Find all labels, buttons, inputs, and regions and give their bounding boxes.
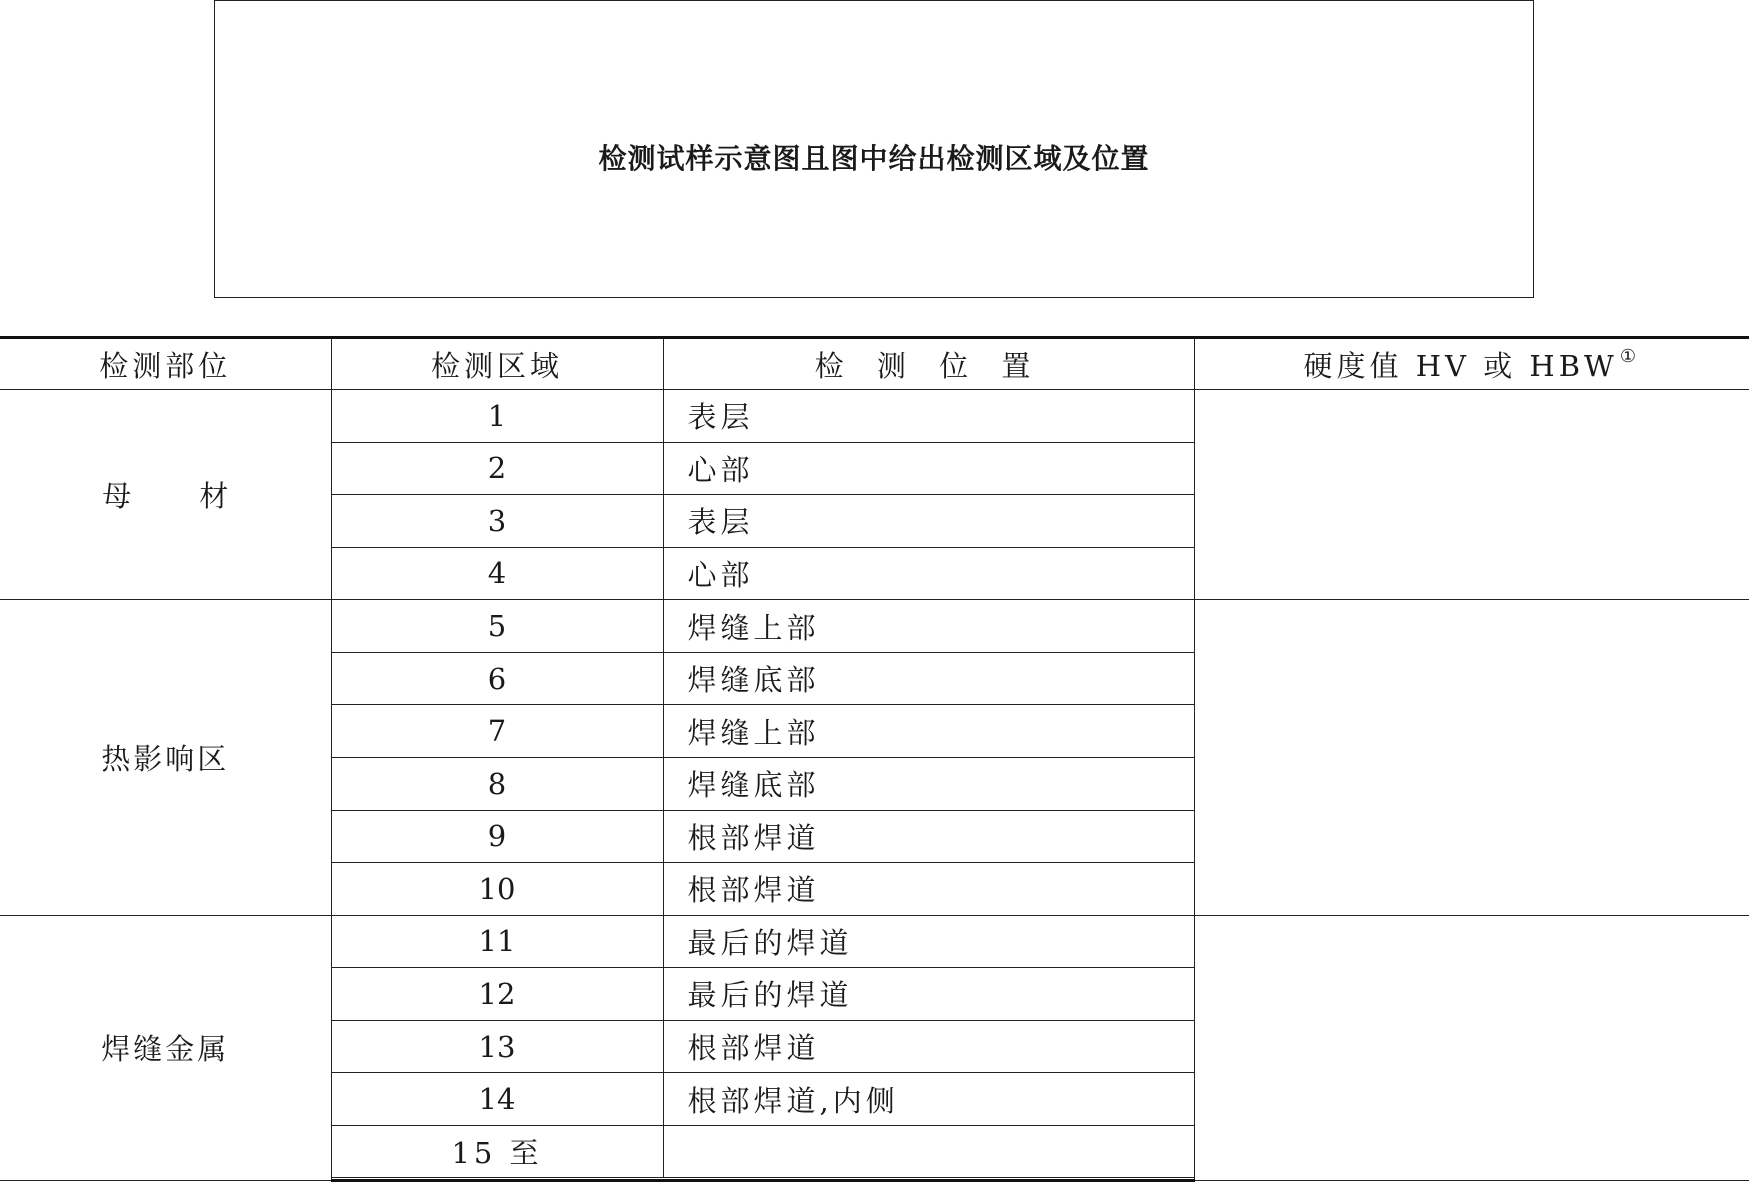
header-region: 检测区域: [331, 338, 663, 390]
position-cell: 焊缝上部: [663, 705, 1194, 758]
position-cell: 最后的焊道: [663, 915, 1194, 968]
region-cell: 3: [331, 495, 663, 548]
table-row: [0, 600, 1749, 653]
position-cell: 根部焊道: [663, 810, 1194, 863]
diagram-caption: 检测试样示意图且图中给出检测区域及位置: [598, 142, 1150, 175]
part-label-a: 母: [102, 479, 132, 514]
position-cell: 焊缝上部: [663, 600, 1194, 653]
region-cell: 14: [331, 1073, 663, 1126]
position-cell: 表层: [663, 495, 1194, 548]
position-cell: 最后的焊道: [663, 968, 1194, 1021]
region-cell: 7: [331, 705, 663, 758]
position-cell: 心部: [663, 547, 1194, 600]
region-cell: 6: [331, 652, 663, 705]
footnote-marker: ①: [1619, 345, 1640, 367]
table-row: [0, 390, 1749, 443]
region-cell: 9: [331, 810, 663, 863]
region-cell: 10: [331, 863, 663, 916]
position-cell: [663, 1125, 1194, 1178]
position-cell: 心部: [663, 442, 1194, 495]
position-cell: 焊缝底部: [663, 757, 1194, 810]
hardness-table: [0, 336, 1749, 1182]
hardness-value-cell[interactable]: [1194, 600, 1749, 915]
hardness-value-cell[interactable]: [1194, 915, 1749, 1180]
part-label-b: 材: [199, 479, 229, 514]
region-cell: 15 至: [331, 1125, 663, 1178]
header-position: 检 测 位 置: [663, 338, 1194, 390]
region-cell: 8: [331, 757, 663, 810]
specimen-diagram-box: [214, 0, 1534, 298]
region-cell: 1: [331, 390, 663, 443]
position-cell: 表层: [663, 390, 1194, 443]
region-cell: 12: [331, 968, 663, 1021]
position-cell: 根部焊道: [663, 863, 1194, 916]
region-cell: 5: [331, 600, 663, 653]
position-cell: 根部焊道,内侧: [663, 1073, 1194, 1126]
region-cell: 4: [331, 547, 663, 600]
region-cell: 13: [331, 1020, 663, 1073]
part-cell-weld-metal: 焊缝金属: [0, 915, 331, 1180]
position-cell: 焊缝底部: [663, 652, 1194, 705]
header-hardness-label: 硬度值 HV 或 HBW: [1303, 348, 1618, 383]
position-cell: 根部焊道: [663, 1020, 1194, 1073]
part-cell-heat-affected-zone: 热影响区: [0, 600, 331, 915]
table-row: [0, 915, 1749, 968]
region-cell-empty: [331, 1178, 1194, 1181]
region-cell: 2: [331, 442, 663, 495]
hardness-value-cell[interactable]: [1194, 390, 1749, 600]
table-header-row: [0, 338, 1749, 390]
part-cell-base-metal: [0, 390, 331, 600]
header-hardness: [1194, 338, 1749, 390]
header-part: 检测部位: [0, 338, 331, 390]
region-cell: 11: [331, 915, 663, 968]
